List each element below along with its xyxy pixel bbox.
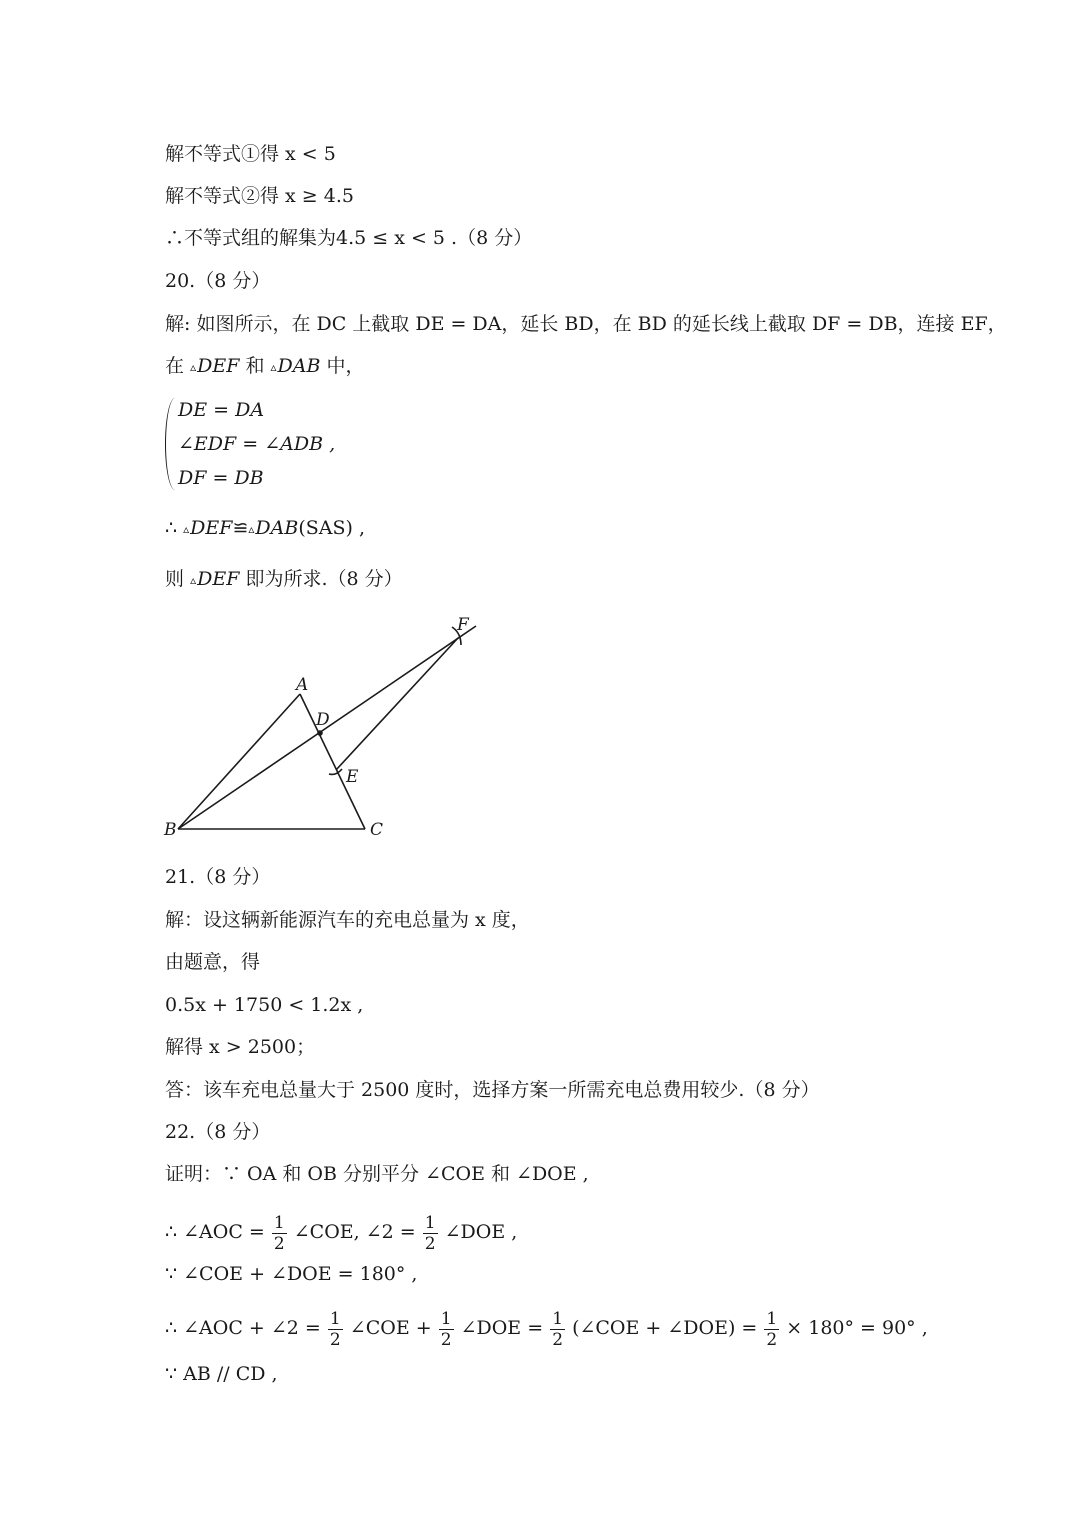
text-suffix: 即为所求.（8 分）	[245, 568, 403, 590]
step-text: × 180° = 90° ,	[786, 1317, 928, 1339]
system-row-2: ∠EDF = ∠ADB ,	[178, 433, 336, 455]
fraction-denominator: 2	[424, 1233, 436, 1254]
q22-step-4: ∵ AB // CD ,	[165, 1363, 278, 1385]
system-row-1: DE = DA	[178, 399, 265, 421]
solution-set: ∴不等式组的解集为4.5 ≤ x < 5 .（8 分）	[165, 227, 533, 249]
text-and: 和	[245, 355, 265, 377]
segment-ef	[336, 638, 458, 770]
equation-system	[165, 398, 335, 490]
triangle-def: DEF	[197, 568, 240, 590]
fraction-half	[764, 1309, 779, 1350]
fraction-denominator: 2	[440, 1329, 452, 1350]
step-text: ∴ ∠AOC =	[165, 1221, 265, 1243]
label-f: F	[457, 615, 469, 635]
ineq1-solution: 解不等式①得 x < 5	[165, 143, 336, 165]
left-brace-icon	[165, 398, 176, 490]
arc-e-icon	[329, 769, 342, 774]
triangle-icon: ▵	[248, 522, 255, 536]
q20-in-triangles	[165, 354, 365, 379]
triangle-def: DEF	[197, 355, 240, 377]
fraction-numerator: 1	[440, 1308, 452, 1329]
fraction-numerator: 1	[766, 1308, 778, 1329]
q22-step-1	[165, 1210, 517, 1254]
q20-construction: 解: 如图所示，在 DC 上截取 DE = DA，延长 BD，在 BD 的延长线上截取 DF = DB，连接 EF，	[165, 313, 1007, 335]
triangle-icon: ▵	[190, 360, 197, 374]
q21-answer: 答：该车充电总量大于 2500 度时，选择方案一所需充电总费用较少.（8 分）	[165, 1079, 820, 1101]
q21-heading: 21.（8 分）	[165, 866, 271, 888]
step-text: ∠DOE =	[460, 1317, 544, 1339]
q21-inequality: 0.5x + 1750 < 1.2x ,	[165, 994, 364, 1016]
label-d: D	[316, 710, 330, 730]
fraction-half	[328, 1309, 343, 1350]
q22-proof-start: 证明：∵ OA 和 OB 分别平分 ∠COE 和 ∠DOE ,	[165, 1163, 589, 1185]
step-text: ∠COE, ∠2 =	[293, 1221, 416, 1243]
fraction-numerator: 1	[273, 1212, 285, 1233]
q22-step-3	[165, 1306, 928, 1350]
congruence-conclusion	[165, 516, 365, 541]
text-prefix: 则	[165, 568, 185, 590]
segment-ac	[300, 694, 365, 829]
geometry-figure	[150, 605, 510, 850]
q20-answer	[165, 567, 403, 592]
fraction-denominator: 2	[329, 1329, 341, 1350]
label-c: C	[370, 820, 384, 840]
triangle-icon: ▵	[270, 360, 277, 374]
label-e: E	[346, 767, 359, 787]
ineq2-solution: 解不等式②得 x ≥ 4.5	[165, 185, 354, 207]
segment-ab	[178, 694, 300, 829]
fraction-half	[423, 1213, 438, 1254]
q20-heading: 20.（8 分）	[165, 270, 271, 292]
label-a: A	[296, 675, 309, 695]
fraction-half	[550, 1309, 565, 1350]
step-text: ∠COE +	[349, 1317, 432, 1339]
fraction-denominator: 2	[766, 1329, 778, 1350]
fraction-numerator: 1	[424, 1212, 436, 1233]
q21-setup: 解：设这辆新能源汽车的充电总量为 x 度，	[165, 909, 530, 931]
fraction-denominator: 2	[552, 1329, 564, 1350]
label-b: B	[164, 820, 177, 840]
fraction-half	[439, 1309, 454, 1350]
step-text: ∴ ∠AOC + ∠2 =	[165, 1317, 321, 1339]
step-text: ∠DOE ,	[444, 1221, 518, 1243]
step-text: (∠COE + ∠DOE) =	[572, 1317, 758, 1339]
fraction-numerator: 1	[329, 1308, 341, 1329]
q22-step-2: ∵ ∠COE + ∠DOE = 180° ,	[165, 1263, 418, 1285]
triangle-dab: DAB	[277, 355, 321, 377]
triangle-dab: DAB	[255, 517, 299, 539]
q22-heading: 22.（8 分）	[165, 1121, 271, 1143]
congruent-symbol: ≌	[232, 517, 249, 539]
system-row-3: DF = DB	[178, 467, 264, 489]
therefore-symbol: ∴	[165, 517, 178, 539]
sas-reason: (SAS) ,	[298, 517, 366, 539]
fraction-numerator: 1	[552, 1308, 564, 1329]
q21-by-problem: 由题意，得	[165, 951, 261, 973]
q21-result: 解得 x > 2500；	[165, 1036, 316, 1058]
fraction-half	[272, 1213, 287, 1254]
point-d-icon	[317, 730, 323, 736]
triangle-def: DEF	[190, 517, 233, 539]
fraction-denominator: 2	[273, 1233, 285, 1254]
text-suffix: 中，	[326, 355, 365, 377]
text-prefix: 在	[165, 355, 185, 377]
triangle-icon: ▵	[190, 573, 197, 587]
triangle-icon: ▵	[183, 522, 190, 536]
